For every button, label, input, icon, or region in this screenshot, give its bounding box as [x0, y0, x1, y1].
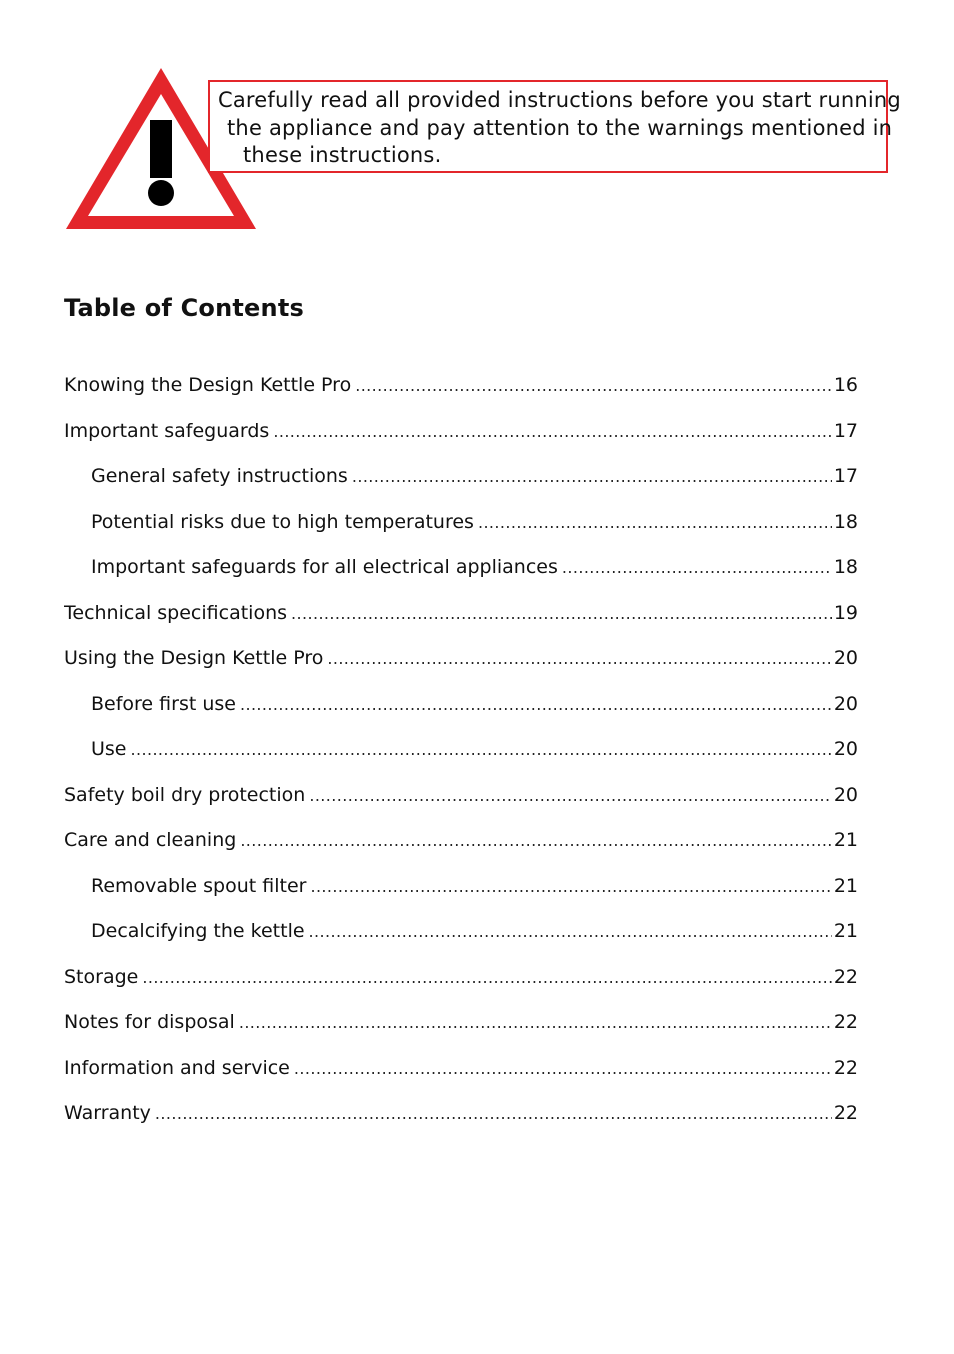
toc-entry[interactable]	[64, 370, 858, 416]
toc-entry[interactable]	[64, 1098, 858, 1144]
toc-dot-leader	[478, 508, 832, 538]
toc-entry-page: 22	[833, 1011, 858, 1033]
toc-entry-label: Technical specifications	[64, 601, 288, 624]
toc-entry-page: 22	[833, 1102, 858, 1124]
toc-entry-label: Storage	[64, 965, 139, 988]
toc-entry-page: 20	[833, 738, 858, 760]
toc-dot-leader	[240, 826, 832, 856]
toc-entry-label: General safety instructions	[91, 465, 348, 487]
toc-entry-page: 21	[833, 920, 858, 942]
toc-dot-leader	[355, 371, 832, 401]
toc-dot-leader	[273, 417, 831, 447]
toc-entry-page: 17	[833, 419, 858, 442]
toc-entry[interactable]	[64, 552, 858, 598]
toc-entry[interactable]	[64, 962, 858, 1008]
toc-entry-page: 19	[833, 601, 858, 624]
toc-entry-page: 18	[833, 556, 858, 578]
toc-dot-leader	[131, 735, 832, 765]
toc-entry[interactable]	[64, 1007, 858, 1053]
toc-entry-page: 20	[833, 692, 858, 715]
toc-entry-label: Care and cleaning	[64, 829, 237, 851]
toc-entry-page: 21	[833, 874, 858, 897]
toc-entry-page: 21	[833, 829, 858, 851]
toc-entry-page: 20	[833, 647, 858, 669]
toc-entry-label: Important safeguards	[64, 419, 270, 442]
toc-entry-label: Potential risks due to high temperatures	[91, 510, 474, 533]
toc-dot-leader	[142, 963, 831, 993]
toc-dot-leader	[352, 462, 832, 492]
toc-dot-leader	[240, 690, 832, 720]
toc-entry[interactable]	[64, 1053, 858, 1099]
toc-entry-page: 22	[833, 965, 858, 988]
toc-entry-label: Important safeguards for all electrical appliances	[91, 556, 558, 578]
toc-entry[interactable]	[64, 825, 858, 871]
toc-dot-leader	[309, 781, 831, 811]
toc-entry-page: 17	[833, 465, 858, 487]
warning-text-line: Carefully read all provided instructions before you start running	[218, 88, 901, 112]
toc-entry[interactable]	[64, 689, 858, 735]
toc-entry-page: 18	[833, 510, 858, 533]
toc-entry-label: Use	[91, 738, 127, 760]
toc-dot-leader	[155, 1099, 832, 1129]
toc-entry[interactable]	[64, 643, 858, 689]
table-of-contents	[64, 370, 858, 1144]
toc-dot-leader	[291, 599, 832, 629]
toc-entry-label: Information and service	[64, 1056, 290, 1079]
toc-entry-label: Decalcifying the kettle	[91, 920, 305, 942]
toc-entry-label: Warranty	[64, 1102, 151, 1124]
toc-entry[interactable]	[64, 916, 858, 962]
toc-entry-page: 20	[833, 783, 858, 806]
warning-text-line: these instructions.	[243, 143, 442, 167]
warning-notice	[208, 80, 901, 173]
toc-entry-page: 16	[833, 374, 858, 396]
toc-entry[interactable]	[64, 416, 858, 462]
toc-entry[interactable]	[64, 734, 858, 780]
warning-text-line: the appliance and pay attention to the warnings mentioned in	[227, 115, 893, 140]
toc-dot-leader	[239, 1008, 832, 1038]
toc-dot-leader	[294, 1054, 832, 1084]
toc-entry-label: Before first use	[91, 692, 236, 715]
toc-entry[interactable]	[64, 598, 858, 644]
toc-entry-page: 22	[833, 1056, 858, 1079]
toc-entry-label: Safety boil dry protection	[64, 783, 306, 806]
toc-entry[interactable]	[64, 507, 858, 553]
toc-entry[interactable]	[64, 780, 858, 826]
toc-dot-leader	[327, 644, 831, 674]
toc-entry[interactable]	[64, 871, 858, 917]
toc-dot-leader	[309, 917, 832, 947]
toc-dot-leader	[310, 872, 831, 902]
toc-entry-label: Using the Design Kettle Pro	[64, 647, 324, 669]
toc-dot-leader	[562, 553, 832, 583]
toc-entry-label: Notes for disposal	[64, 1011, 235, 1033]
toc-entry-label: Removable spout filter	[91, 874, 307, 897]
toc-entry[interactable]	[64, 461, 858, 507]
toc-entry-label: Knowing the Design Kettle Pro	[64, 374, 352, 396]
toc-title: Table of Contents	[64, 294, 304, 322]
